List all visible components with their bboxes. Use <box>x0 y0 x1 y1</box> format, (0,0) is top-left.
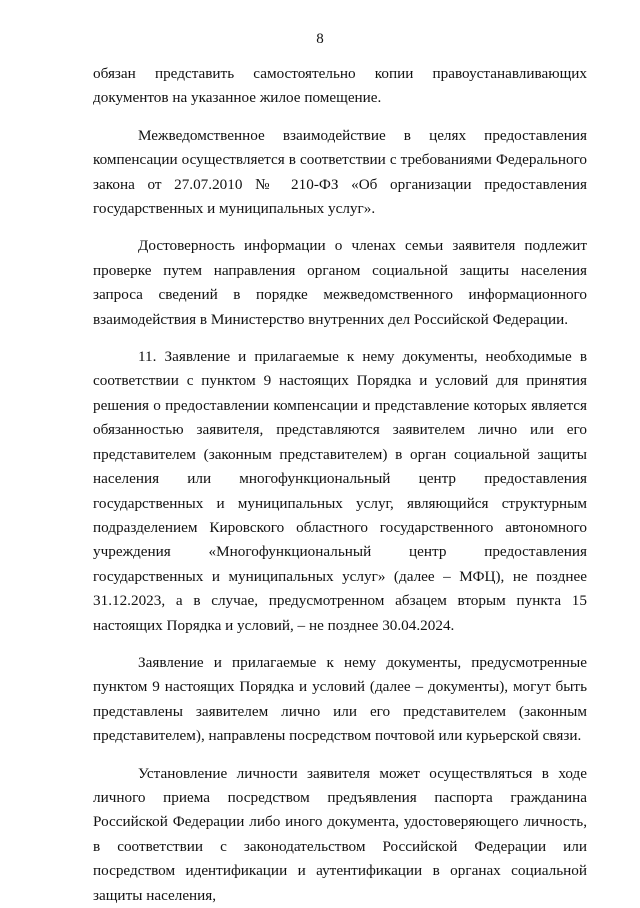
paragraph-identity-verification: Установление личности заявителя может осуществляться в ходе личного приема посредством предъявления паспорта гражданина Российской Федерации либо иного документа, удостоверяющего личность, в соответствии с законодательством Российской Федерации или посредством идентификации и аутентификации в органах социальной защиты населения, <box>93 764 587 904</box>
paragraph-continuation: обязан представить самостоятельно копии правоустанавливающих документов на указанное жилое помещение. <box>93 65 587 107</box>
document-body <box>93 62 587 908</box>
paragraph-item-11: 11. Заявление и прилагаемые к нему документы, необходимые в соответствии с пунктом 9 настоящих Порядка и условий для принятия решения о предоставлении компенсации и представление которых является обязанностью заявителя, представляются заявителем лично или его представителем (законным представителем) в орган социальной защиты населения или многофункциональный центр предоставления государственных и муниципальных услуг, являющийся структурным подразделением Кировского областного государственного автономного учреждения «Многофункциональный центр предоставления государственных и муниципальных услуг» (далее – МФЦ), не позднее 31.12.2023, а в случае, предусмотренном абзацем вторым пункта 15 настоящих Порядка и условий, – не позднее 30.04.2024. <box>93 348 587 634</box>
page-number: 8 <box>316 31 324 47</box>
paragraph-interagency-interaction: Межведомственное взаимодействие в целях предоставления компенсации осуществляется в соответствии с требованиями Федерального закона от 27.07.2010 № 210-ФЗ «Об организации предоставления государственных и муниципальных услуг». <box>93 126 587 218</box>
paragraph-family-info-verification: Достоверность информации о членах семьи заявителя подлежит проверке путем направления органом социальной защиты населения запроса сведений в порядке межведомственного информационного взаимодействия в Министерство внутренних дел Российской Федерации. <box>93 237 587 328</box>
paragraph-documents-submission: Заявление и прилагаемые к нему документы, предусмотренные пунктом 9 настоящих Порядка и условий (далее – документы), могут быть представлены заявителем лично или его представителем (законным представителем), направлены посредством почтовой или курьерской связи. <box>93 653 587 745</box>
